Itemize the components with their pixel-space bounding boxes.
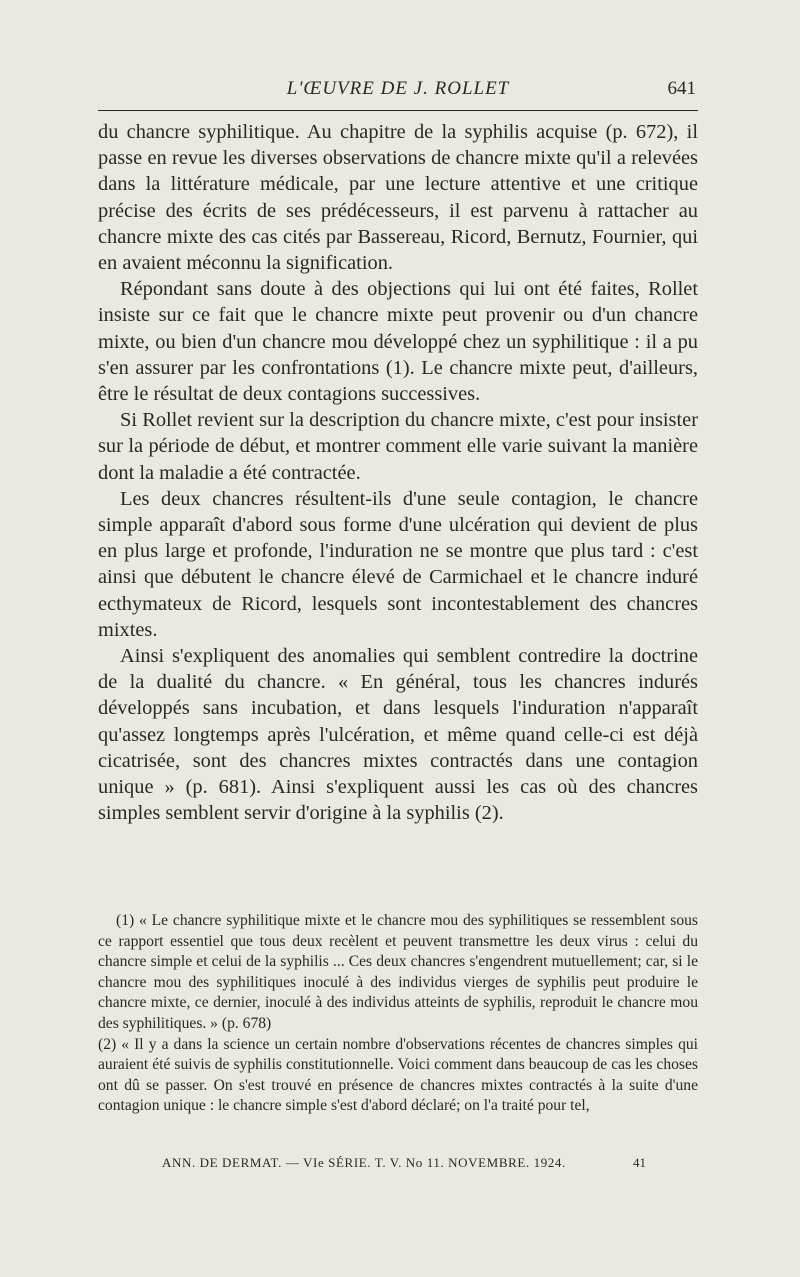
paragraph: Si Rollet revient sur la description du chancre mixte, c'est pour insister sur la période de début, et montrer comment elle varie suivant la manière dont la maladie a été contractée. bbox=[98, 409, 698, 484]
main-text bbox=[98, 119, 698, 826]
footnote: (2) « Il y a dans la science un certain nombre d'observations récentes de chancres simples qui auraient été suivis de syphilis constitutionnelle. Voici comment dans beaucoup de cas les choses ont dû se passer. On s'est trouvé en présence de chancres mixtes contractés à la suite d'une contagion unique : le chancre simple s'est d'abord déclaré; on l'a traité pour tel, bbox=[98, 1035, 698, 1115]
paragraph: Répondant sans doute à des objections qui lui ont été faites, Rollet insiste sur ce fait que le chancre mixte peut provenir ou d'un chancre mixte, ou bien d'un chancre mou développé chez un syphilitique : il a pu s'en assurer par les confrontations (1). Le chancre mixte peut, d'ailleurs, être le résultat de deux contagions successives. bbox=[98, 278, 698, 406]
paragraph: Ainsi s'expliquent des anomalies qui semblent contredire la doctrine de la dualité du chancre. « En général, tous les chancres indurés développés sans incubation, et dans lesquels l'induration n'apparaît qu'assez longtemps après l'ulcération, et même quand celle-ci est déjà cicatrisée, sont des chancres mixtes contractés dans une contagion unique » (p. 681). Ainsi s'expliquent aussi les cas où des chancres simples semblent servir d'origine à la syphilis (2). bbox=[98, 645, 698, 825]
footnotes bbox=[98, 911, 698, 1117]
paragraph: Les deux chancres résultent-ils d'une seule contagion, le chancre simple apparaît d'abord sous forme d'une ulcération qui devient de plus en plus large et profonde, l'induration ne se montre que plus tard : c'est ainsi que débutent le chancre élevé de Carmichael et le chancre induré ecthymateux de Ricord, lesquels sont incontestablement des chancres mixtes. bbox=[98, 487, 698, 641]
page-header bbox=[98, 76, 698, 104]
header-rule bbox=[98, 110, 698, 111]
paragraph: du chancre syphilitique. Au chapitre de la syphilis acquise (p. 672), il passe en revue les diverses observations de chancre mixte qu'il a relevées dans la littérature médicale, par une lecture attentive et une critique précise des écrits de ses prédécesseurs, il est parvenu à rattacher au chancre mixte des cas cités par Bassereau, Ricord, Bernutz, Fournier, qui en avaient méconnu la signification. bbox=[98, 121, 698, 275]
running-head: L'ŒUVRE DE J. ROLLET bbox=[286, 78, 510, 99]
page-number: 641 bbox=[667, 78, 696, 99]
footnote: (1) « Le chancre syphilitique mixte et le chancre mou des syphilitiques se ressemblent sous ce rapport essentiel que tous deux recèlent et peuvent transmettre les deux virus : celui du chancre simple et celui de la syphilis ... Ces deux chancres s'engendrent mutuellement; car, si le chancre mou des syphilitiques inoculé à des individus vierges de syphilis peut produire le chancre mixte, ce dernier, inoculé à des individus atteints de syphilis, reproduit le chancre mou des syphilitiques. » (p. 678) bbox=[98, 912, 698, 1032]
signature-mark: 41 bbox=[633, 1155, 646, 1170]
journal-citation: ANN. DE DERMAT. — VIe SÉRIE. T. V. No 11. NOVEMBRE. 1924. bbox=[162, 1155, 566, 1170]
